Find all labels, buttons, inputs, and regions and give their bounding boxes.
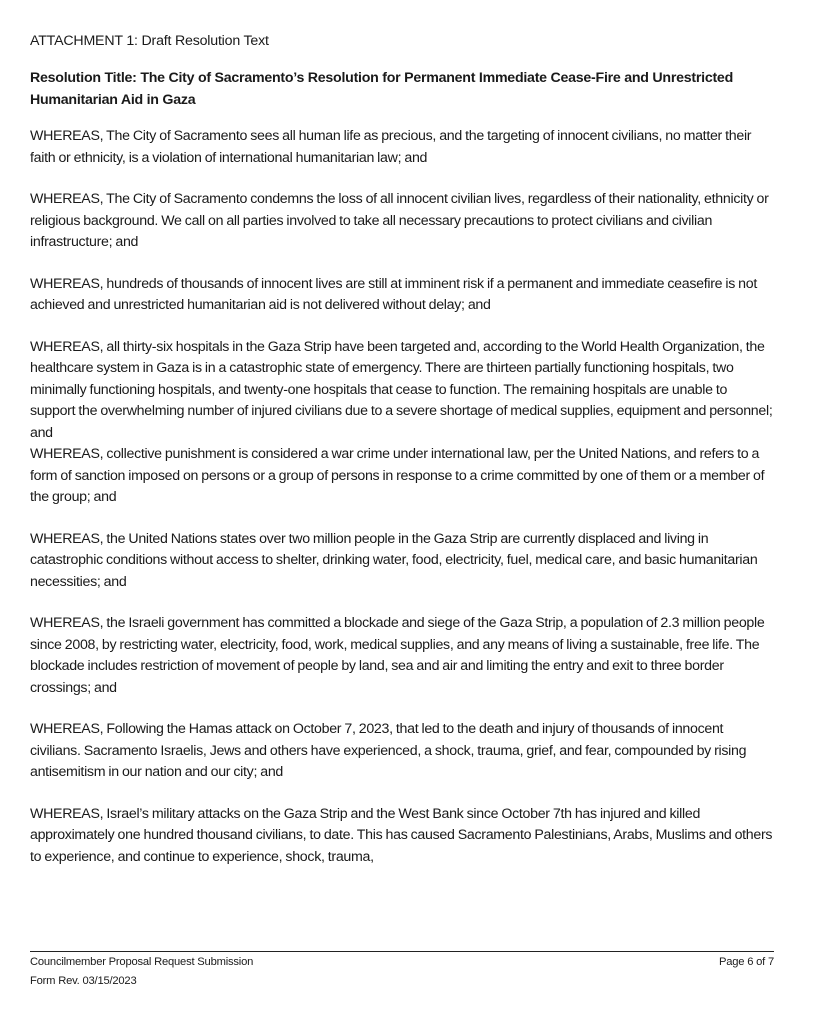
whereas-clause-8: WHEREAS, Following the Hamas attack on October 7, 2023, that led to the death and injury of thousands of innocent civilians. Sacramento Israelis, Jews and others have experienced, a shock, trauma, grief, and fear, compounded by rising antisemitism in our nation and our city; and xyxy=(30,721,747,780)
whereas-clause-6: WHEREAS, the United Nations states over two million people in the Gaza Strip are currently displaced and living in catastrophic conditions without access to shelter, drinking water, food, electricity, fuel, medical care, and basic humanitarian necessities; and xyxy=(30,530,758,590)
whereas-clause-7: WHEREAS, the Israeli government has committed a blockade and siege of the Gaza Strip, a population of 2.3 million people since 2008, by restricting water, electricity, food, work, medical supplies, and any means of living a sustainable, free life. The blockade includes restriction of movement of people by land, sea and air and limiting the entry and exit to three border crossings; and xyxy=(30,615,765,696)
whereas-clause-4: WHEREAS, all thirty-six hospitals in the Gaza Strip have been targeted and, according to the World Health Organization, the healthcare system in Gaza is in a catastrophic state of emergency. There are thirteen partially functioning hospitals, two minimally functioning hospitals, and twenty-one hospitals that cease to function. The remaining hospitals are unable to support the overwhelming number of injured civilians due to a severe shortage of medical supplies, equipment and personnel; and xyxy=(30,338,773,441)
footer-form-revision: Form Rev. 03/15/2023 xyxy=(30,975,137,987)
footer-page-indicator: Page 6 of 7 xyxy=(718,956,774,968)
footer-row-bottom xyxy=(30,971,774,990)
whereas-clause-2: WHEREAS, The City of Sacramento condemns the loss of all innocent civilian lives, regardless of their nationality, ethnicity or religious background. We call on all parties involved to take all necessary precautions to protect civilians and civilian infrastructure; and xyxy=(30,191,769,250)
whereas-clause-1: WHEREAS, The City of Sacramento sees all human life as precious, and the targeting of innocent civilians, no matter their faith or ethnicity, is a violation of international humanitarian law; and xyxy=(30,128,752,166)
whereas-clause-9: WHEREAS, Israel’s military attacks on the Gaza Strip and the West Bank since October 7th has injured and killed approximately one hundred thousand civilians, to date. This has caused Sacramento Palestinians, Arabs, Muslims and others to experience, and continue to experience, shock, trauma, xyxy=(30,805,773,865)
whereas-clause-5: WHEREAS, collective punishment is considered a war crime under international law, per the United Nations, and refers to a form of sanction imposed on persons or a group of persons in response to a crime committed by one of them or a member of the group; and xyxy=(30,446,765,505)
whereas-clause-3: WHEREAS, hundreds of thousands of innocent lives are still at imminent risk if a permanent and immediate ceasefire is not achieved and unrestricted humanitarian aid is not delivered without delay; and xyxy=(30,275,757,313)
document-page xyxy=(30,30,775,888)
footer-row-top xyxy=(30,952,774,971)
attachment-heading: ATTACHMENT 1: Draft Resolution Text xyxy=(30,33,269,49)
page-footer xyxy=(30,951,774,990)
footer-form-name: Councilmember Proposal Request Submission xyxy=(30,956,254,968)
resolution-title: Resolution Title: The City of Sacramento’s Resolution for Permanent Immediate Cease-Fire and Unrestricted Humanitarian Aid in Gaza xyxy=(30,70,733,108)
